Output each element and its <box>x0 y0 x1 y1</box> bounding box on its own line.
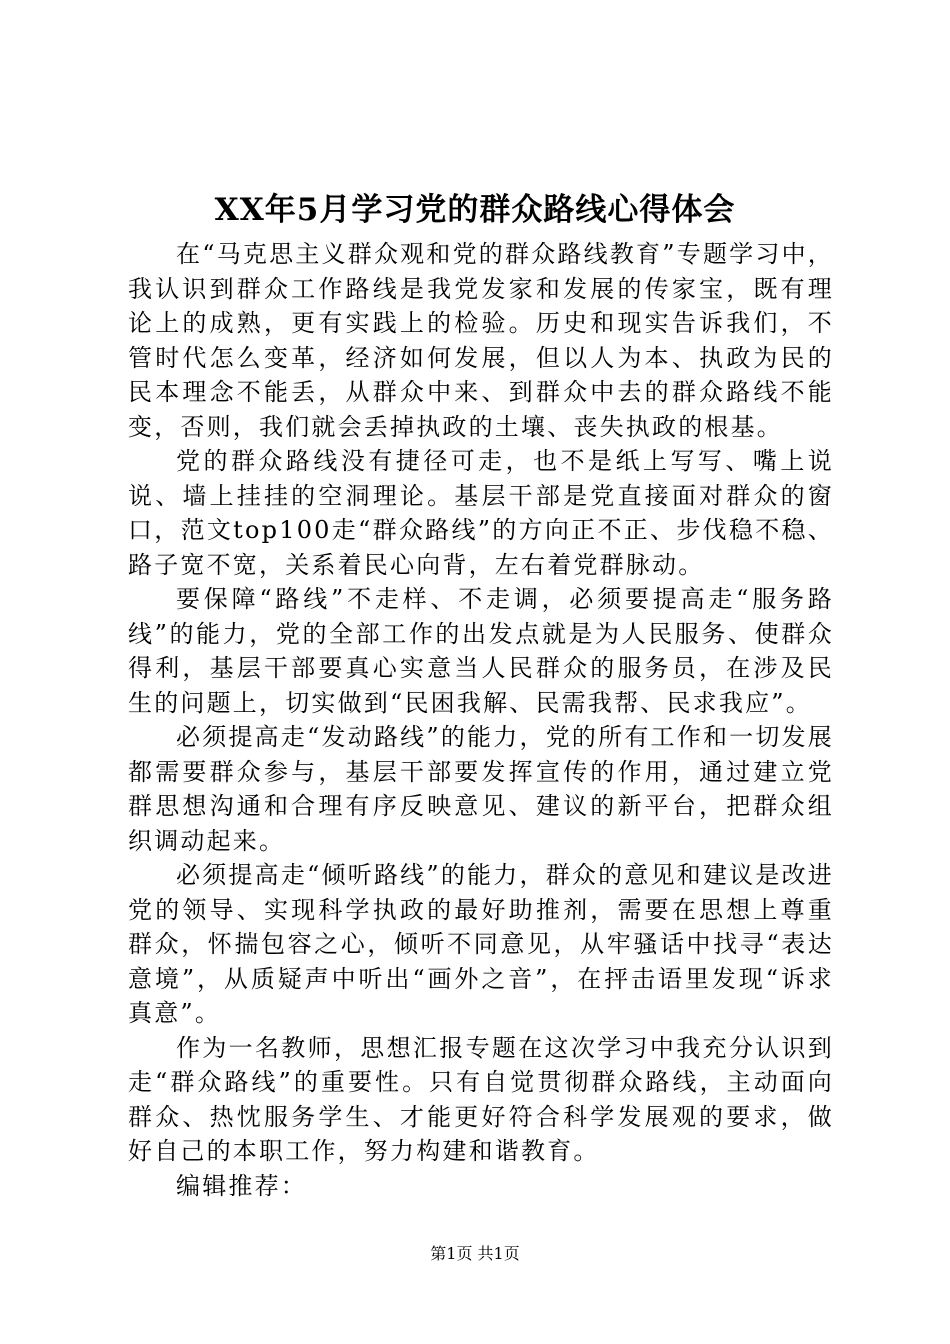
paragraph-2: 党的群众路线没有捷径可走，也不是纸上写写、嘴上说说、墙上挂挂的空洞理论。基层干部是党直接面对群众的窗口，范文top100走“群众路线”的方向正不正、步伐稳不稳、路子宽不宽，关系着民心向背，左右着党群脉动。 <box>128 447 834 579</box>
page-number-footer: 第1页 共1页 <box>430 1244 520 1263</box>
document-title: XX年5月学习党的群众路线心得体会 <box>214 192 736 228</box>
editor-recommendation: 编辑推荐： <box>176 1171 307 1200</box>
paragraph-6: 作为一名教师，思想汇报专题在这次学习中我充分认识到走“群众路线”的重要性。只有自觉贯彻群众路线，主动面向群众、热忱服务学生、才能更好符合科学发展观的要求，做好自己的本职工作，努力构建和谐教育。 <box>128 1033 834 1165</box>
paragraph-1: 在“马克思主义群众观和党的群众路线教育”专题学习中，我认识到群众工作路线是我党发家和发展的传家宝，既有理论上的成熟，更有实践上的检验。历史和现实告诉我们，不管时代怎么变革，经济如何发展，但以人为本、执政为民的民本理念不能丢，从群众中来、到群众中去的群众路线不能变，否则，我们就会丢掉执政的土壤、丧失执政的根基。 <box>128 240 834 441</box>
paragraph-5: 必须提高走“倾听路线”的能力，群众的意见和建议是改进党的领导、实现科学执政的最好助推剂，需要在思想上尊重群众，怀揣包容之心，倾听不同意见，从牢骚话中找寻“表达意境”，从质疑声中听出“画外之音”，在抨击语里发现“诉求真意”。 <box>128 861 834 1027</box>
paragraph-3: 要保障“路线”不走样、不走调，必须要提高走“服务路线”的能力，党的全部工作的出发点就是为人民服务、使群众得利，基层干部要真心实意当人民群众的服务员，在涉及民生的问题上，切实做到“民困我解、民需我帮、民求我应”。 <box>128 585 834 717</box>
document-body <box>128 237 834 1203</box>
paragraph-4: 必须提高走“发动路线”的能力，党的所有工作和一切发展都需要群众参与，基层干部要发挥宣传的作用，通过建立党群思想沟通和合理有序反映意见、建议的新平台，把群众组织调动起来。 <box>128 723 834 855</box>
